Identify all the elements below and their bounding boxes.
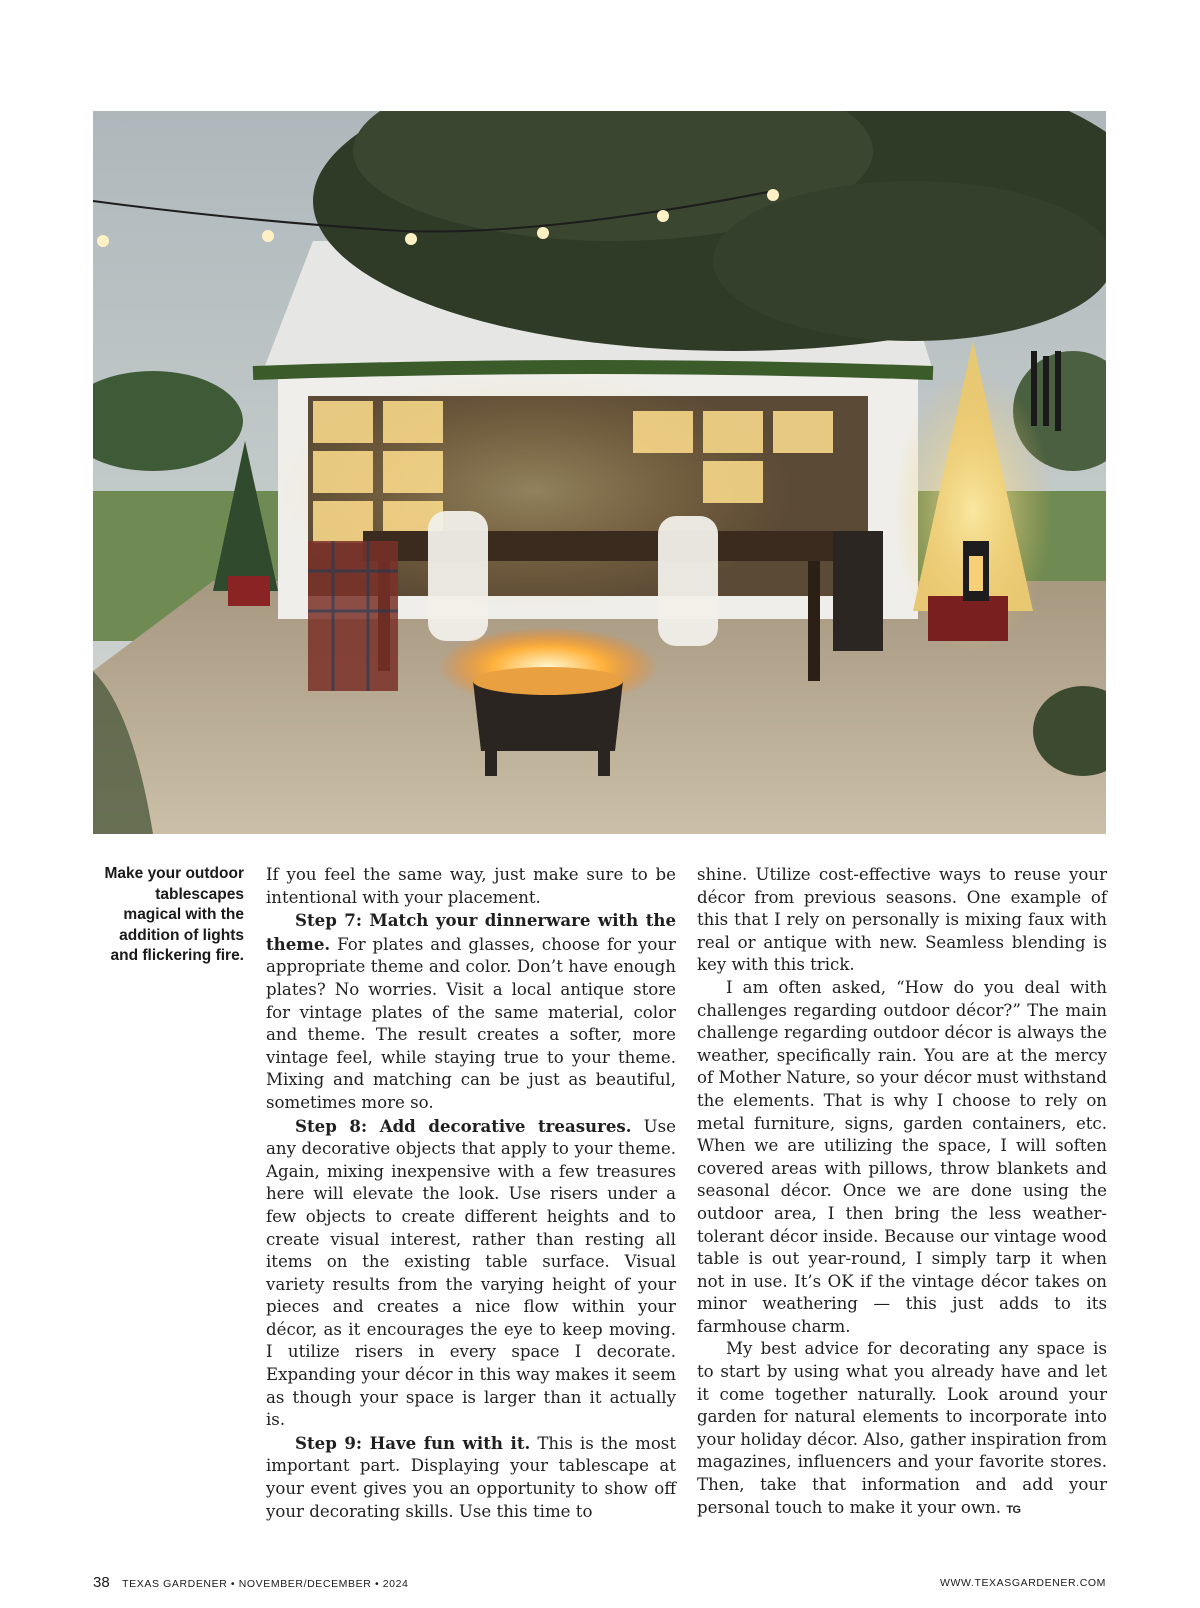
paragraph-step-7 — [266, 909, 676, 1114]
paragraph: I am often asked, “How do you deal with challenges regarding outdoor décor?” The main challenge regarding outdoor décor is always the weather, specifically rain. You are at the mercy of Mother Nature, so your décor must withstand the elements. That is why I choose to rely on metal furniture, signs, garden containers, etc. When we are utilizing the space, I will soften covered areas with pillows, throw blankets and seasonal décor. Once we are done using the outdoor area, I then bring the less weather-tolerant décor inside. Because our vintage wood table is out year-round, I simply tarp it when not in use. It’s OK if the vintage décor takes on minor weathering — this just adds to its farmhouse charm. — [697, 977, 1107, 1336]
final-paragraph-text: My best advice for decorating any space is to start by using what you already have and let it come together naturally. Look around your garden for natural elements to incorporate into your holiday décor. Also, gather inspiration from magazines, influencers and your favorite stores. Then, take that information and add your personal touch to make it your own. — [697, 1339, 1107, 1517]
step-9-heading: Step 9: Have fun with it. — [295, 1432, 531, 1453]
footer-left — [93, 1574, 409, 1592]
end-mark-logo: TG — [1006, 1503, 1021, 1516]
paragraph: shine. Utilize cost-effective ways to reuse your décor from previous seasons. One example of this that I rely on personally is mixing faux with real or antique with new. Seamless blending is key with this trick. — [697, 865, 1107, 975]
step-8-body: Use any decorative objects that apply to your theme. Again, mixing inexpensive with a few treasures here will elevate the look. Use risers under a few objects to create different heights and to create visual interest, rather than resting all items on the existing table surface. Visual variety results from the varying height of your pieces and creates a nice flow within your décor, as it encourages the eye to keep moving. I utilize risers in every space I decorate. Expanding your décor in this way makes it seem as though your space is larger than it actually is. — [266, 1116, 676, 1430]
paragraph-final — [697, 1338, 1107, 1521]
running-head: TEXAS GARDENER • NOVEMBER/DECEMBER • 2024 — [122, 1578, 409, 1590]
paragraph-step-9 — [266, 1432, 676, 1523]
paragraph-step-8 — [266, 1115, 676, 1432]
outdoor-tablescape-photo — [93, 111, 1106, 834]
caption-line: magical with the — [123, 906, 244, 923]
page-number: 38 — [93, 1574, 110, 1591]
article-column-1 — [266, 864, 676, 1523]
step-9-body: This is the most important part. Displaying your tablescape at your event gives you an opportunity to show off your decorating skills. Use this time to — [266, 1433, 676, 1521]
footer-website: WWW.TEXASGARDENER.COM — [939, 1577, 1106, 1589]
caption-line: Make your outdoor — [104, 865, 244, 882]
paragraph: If you feel the same way, just make sure to be intentional with your placement. — [266, 865, 676, 907]
step-8-heading: Step 8: Add decorative treasures. — [295, 1115, 632, 1136]
step-7-body: For plates and glasses, choose for your appropriate theme and color. Don’t have enough plates? No worries. Visit a local antique store for vintage plates of the same material, color and theme. The result creates a softer, more vintage feel, while staying true to your theme. Mixing and matching can be just as beautiful, sometimes more so. — [266, 934, 676, 1112]
caption-line: addition of lights — [119, 926, 244, 944]
caption-line: and flickering fire. — [110, 947, 244, 964]
article-column-2 — [697, 864, 1107, 1521]
caption-line: tablescapes — [155, 885, 244, 903]
photo-caption — [90, 864, 244, 967]
step-7-heading: Step 7: Match your dinnerware with the theme. — [266, 910, 676, 954]
